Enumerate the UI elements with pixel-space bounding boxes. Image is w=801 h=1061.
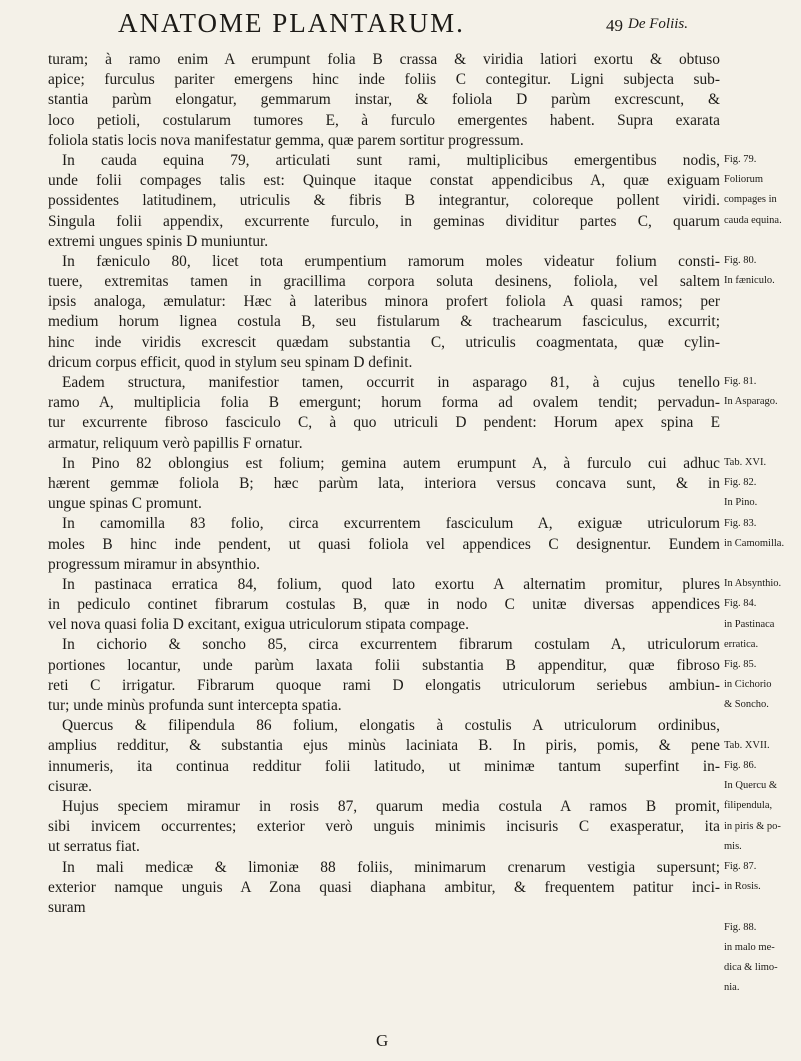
margin-note: Tab. XVII. [724, 739, 770, 751]
margin-note: nia. [724, 982, 740, 994]
text-line: In camomilla 83 folio, circa excurrentem fasciculum A, exiguæ utriculorum [62, 515, 720, 533]
margin-note: in Pastinaca [724, 618, 775, 630]
text-line: foliola statis locis nova manifestatur gemma, quæ parem sortitur progressum. [48, 131, 524, 149]
margin-note: Fig. 80. [724, 255, 757, 266]
text-line: reti C irrigatur. Fibrarum quoque rami D elongatis utriculorum seriebus ambiun- [48, 676, 720, 694]
text-line: armatur, reliquum verò papillis F ornatur. [48, 434, 303, 452]
margin-note: cauda equina. [724, 214, 782, 226]
margin-note: In Absynthio. [724, 578, 782, 590]
margin-note: erratica. [724, 638, 759, 650]
margin-note: filipendula, [724, 800, 773, 812]
text-line: hærent gemmæ foliola B; hæc parùm lata, interiora versus concava sunt, & in [48, 474, 720, 492]
text-line: dricum corpus efficit, quod in stylum seu spinam D definit. [48, 353, 413, 371]
text-line: sibi invicem occurrentes; exterior verò unguis minimis incisuris C exasperatur, ita [48, 818, 720, 836]
running-header [118, 8, 783, 42]
margin-note: Fig. 84. [724, 598, 757, 610]
text-line: Singula folii appendix, excurrente furculo, in geminas dividitur partes C, quarum [48, 212, 720, 230]
text-line: In mali medicæ & limoniæ 88 foliis, minimarum crenarum vestigia supersunt; [62, 858, 720, 876]
text-line: ramo A, multiplicia folia B emergunt; horum forma ad ovalem tendit; pervadun- [48, 394, 720, 412]
text-line: amplius redditur, & substantia ejus minùs laciniata B. In piris, pomis, & pene [48, 737, 720, 755]
text-line: In cichorio & soncho 85, circa excurrentem fibrarum costulam A, utriculorum [62, 636, 720, 654]
margin-note: mis. [724, 840, 742, 852]
text-line: cisuræ. [48, 777, 93, 795]
section-title: De Foliis. [628, 16, 688, 32]
text-line: In fæniculo 80, licet tota erumpentium ramorum moles videatur folium consti- [62, 252, 720, 270]
main-text-block [48, 50, 720, 918]
signature-mark: G [376, 1031, 389, 1050]
margin-note: Foliorum [724, 174, 764, 186]
text-line: In cauda equina 79, articulati sunt rami, multiplicibus emergentibus nodis, [62, 151, 720, 169]
text-line: extremi ungues spinis D muniuntur. [48, 232, 269, 250]
margin-note: in malo me- [724, 941, 775, 953]
margin-note: In fæniculo. [724, 275, 775, 287]
text-line: exterior namque unguis A Zona quasi diaphana ambitur, & frequentem patitur inci- [48, 878, 720, 896]
margin-note: Tab. XVI. [724, 457, 767, 468]
text-line: unde folii compages talis est: Quinque itaque constat appendicibus A, quæ exiguam [48, 172, 720, 190]
text-line: possidentes latitudinem, utriculis & fibris B integrantur, coloreque pollent viridi. [48, 192, 720, 210]
text-line: Quercus & filipendula 86 folium, elongatis à costulis A utriculorum ordinibus, [62, 717, 720, 735]
text-line: ungue spinas C promunt. [48, 495, 202, 513]
page-number: 49 [606, 16, 623, 35]
text-line: loco petioli, costularum tumores E, à furculo emergentes habent. Supra exarata [48, 111, 720, 129]
margin-note: in Rosis. [724, 881, 761, 893]
text-line: apice; furculus pariter emergens hinc inde foliis C contegitur. Ligni subjecta sub- [48, 71, 720, 89]
margin-note: dica & limo- [724, 962, 778, 973]
margin-note: Fig. 86. [724, 760, 757, 771]
margin-note: in Cichorio [724, 679, 772, 691]
margin-note: Fig. 85. [724, 659, 757, 670]
text-line: Hujus speciem miramur in rosis 87, quarum media costula A ramos B promit, [62, 797, 720, 815]
margin-note: Fig. 79. [724, 154, 757, 165]
text-line: stantia parùm elongatur, gemmarum instar, & foliola D parùm excrescunt, & [48, 91, 720, 109]
text-line: ipsis analoga, æmulatur: Hæc à lateribus minora profert foliola A quasi ramos; per [48, 293, 720, 311]
margin-note: Fig. 82. [724, 477, 757, 489]
text-line: Eadem structura, manifestior tamen, occurrit in asparago 81, à cujus tenello [62, 374, 720, 391]
text-line: ut serratus fiat. [48, 838, 140, 856]
text-line: innumeris, ita continua redditur folii latitudo, ut minimæ tantum superfint in- [48, 757, 720, 775]
margin-note: In Quercu & [724, 780, 778, 792]
text-line: tuere, extremitas tamen in gracillima corpora soluta desinens, foliola, vel saltem [48, 273, 720, 291]
text-line: in pediculo continet fibrarum costulas B, quæ in nodo C unitæ diversas appendices [48, 596, 720, 614]
text-line: moles B hinc inde pendent, ut quasi foliola vel appendices C designentur. Eundem [48, 535, 720, 553]
text-line: In Pino 82 oblongius est folium; gemina autem erumpunt A, à furculo cui adhuc [62, 454, 720, 472]
margin-note: & Soncho. [724, 699, 769, 711]
running-title: ANATOME PLANTARUM. [118, 8, 465, 38]
margin-note: Fig. 87. [724, 861, 757, 872]
text-line: turam; à ramo enim A erumpunt folia B crassa & viridia latiori exortu & obtuso [48, 51, 720, 68]
text-line: progressum miramur in absynthio. [48, 555, 261, 573]
text-line: hinc inde viridis excrescit quædam substantia C, utriculis coagmentata, quæ cylin- [48, 333, 720, 351]
text-line: portiones locantur, unde parùm laxata folii substantia B appenditur, quæ fibroso [48, 656, 720, 674]
text-line: In pastinaca erratica 84, folium, quod lato exortu A alternatim promitur, plures [62, 575, 720, 593]
margin-note: in piris & po- [724, 820, 781, 832]
text-line: tur excurrente fibroso fasciculo C, à quo utriculi D pendent: Horum apex spina E [48, 414, 720, 432]
margin-note: In Asparago. [724, 396, 778, 408]
margin-note: Fig. 83. [724, 517, 757, 529]
margin-note: Fig. 81. [724, 376, 757, 388]
text-line: vel nova quasi folia D excitant, exigua utriculorum stipata compage. [48, 616, 469, 634]
margin-note: compages in [724, 194, 777, 206]
margin-note: In Pino. [724, 497, 758, 509]
text-line: medium horum lignea costula B, seu fistularum & trachearum fasciculus, excurrit; [48, 313, 720, 331]
text-line: suram [48, 898, 86, 916]
margin-note: Fig. 88. [724, 921, 757, 933]
margin-note: in Camomilla. [724, 537, 785, 549]
text-line: tur; unde minùs profunda sunt intercepta spatia. [48, 697, 342, 714]
